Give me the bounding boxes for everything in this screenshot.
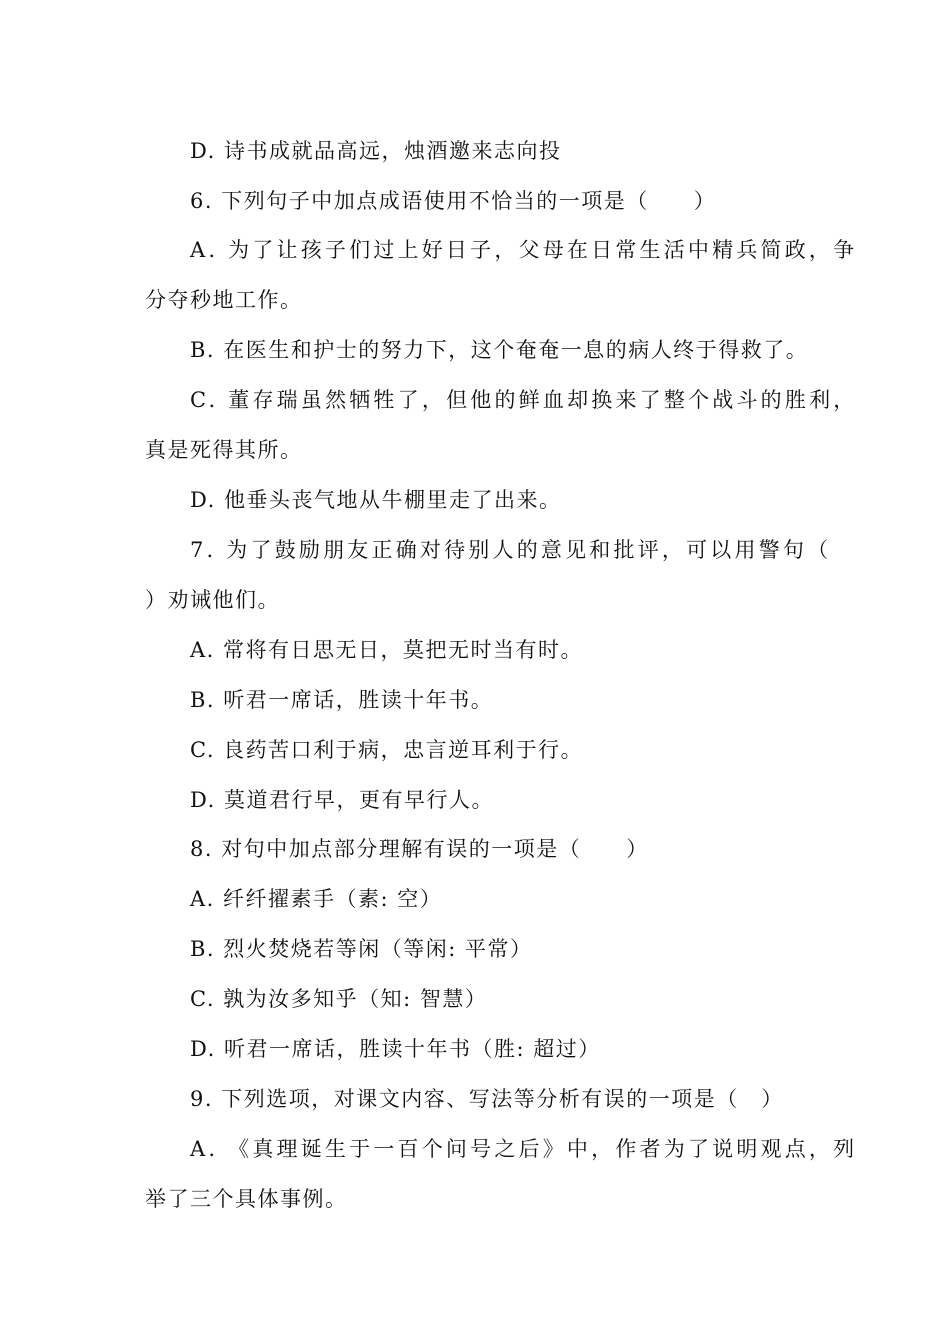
option-8d: D. 听君一席话，胜读十年书（胜: 超过）	[190, 1037, 601, 1061]
question-8: 8. 对句中加点部分理解有误的一项是（ ）	[190, 837, 649, 861]
option-7b: B. 听君一席话，胜读十年书。	[190, 688, 494, 712]
option-8b: B. 烈火焚烧若等闲（等闲: 平常）	[190, 937, 533, 961]
option-5d: D. 诗书成就品高远，烛酒邀来志向投	[190, 139, 562, 163]
option-6b: B. 在医生和护士的努力下，这个奄奄一息的病人终于得救了。	[190, 338, 809, 362]
option-6a-line-2: 分夺秒地工作。	[145, 288, 303, 312]
option-7a: A. 常将有日思无日，莫把无时当有时。	[190, 638, 584, 662]
question-7-line-1: 7. 为了鼓励朋友正确对待别人的意见和批评，可以用警句（	[190, 538, 832, 562]
option-6c-line-2: 真是死得其所。	[145, 438, 303, 462]
option-6c-line-1: C. 董存瑞虽然牺牲了，但他的鲜血却换来了整个战斗的胜利，	[190, 388, 858, 412]
option-7d: D. 莫道君行早，更有早行人。	[190, 788, 494, 812]
option-9a-line-2: 举了三个具体事例。	[145, 1187, 348, 1211]
option-7c: C. 良药苦口利于病，忠言逆耳利于行。	[190, 738, 584, 762]
question-9: 9. 下列选项，对课文内容、写法等分析有误的一项是（ ）	[190, 1087, 784, 1111]
question-6: 6. 下列句子中加点成语使用不恰当的一项是（ ）	[190, 189, 717, 213]
option-9a-line-1: A. 《真理诞生于一百个问号之后》中，作者为了说明观点，列	[190, 1137, 858, 1161]
option-8c: C. 孰为汝多知乎（知: 智慧）	[190, 987, 488, 1011]
option-6d: D. 他垂头丧气地从牛棚里走了出来。	[190, 488, 562, 512]
option-8a: A. 纤纤擢素手（素: 空）	[190, 887, 443, 911]
question-7-line-2: ）劝诫他们。	[145, 588, 280, 612]
option-6a-line-1: A. 为了让孩子们过上好日子，父母在日常生活中精兵简政，争	[190, 238, 858, 262]
